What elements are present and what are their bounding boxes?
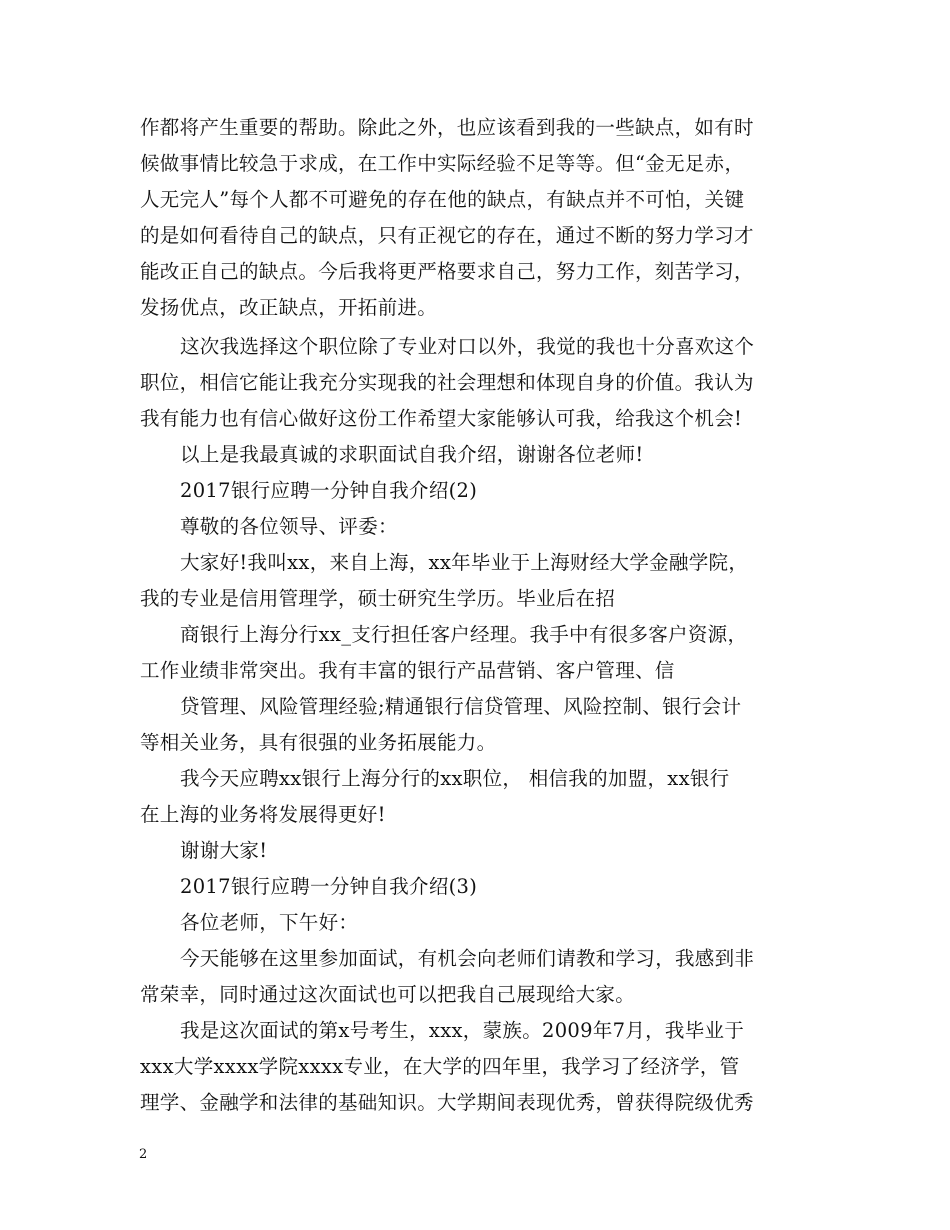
- text-line: 以上是我最真诚的求职面试自我介绍，谢谢各位老师!: [180, 443, 644, 466]
- text-line: 理学、金融学和法律的基础知识。大学期间表现优秀，曾获得院级优秀: [140, 1091, 754, 1114]
- text-line: 各位老师，下午好：: [180, 911, 359, 934]
- text-line: 我有能力也有信心做好这份工作希望大家能够认可我，给我这个机会!: [140, 407, 743, 430]
- text-line: 常荣幸，同时通过这次面试也可以把我自己展现给大家。: [140, 983, 636, 1006]
- text-line: 的是如何看待自己的缺点，只有正视它的存在，通过不断的努力学习才: [140, 224, 754, 247]
- text-line: 在上海的业务将发展得更好!: [140, 803, 386, 826]
- text-line: 作都将产生重要的帮助。除此之外，也应该看到我的一些缺点，如有时: [140, 116, 754, 139]
- text-line: 人无完人”每个人都不可避免的存在他的缺点，有缺点并不可怕，关键: [140, 188, 745, 211]
- section-heading: 2017银行应聘一分钟自我介绍(3): [180, 875, 478, 898]
- text-line: 工作业绩非常突出。我有丰富的银行产品营销、客户管理、信: [140, 659, 675, 682]
- text-line: 我今天应聘xx银行上海分行的xx职位， 相信我的加盟，xx银行: [180, 767, 730, 790]
- text-line: 贷管理、风险管理经验;精通银行信贷管理、风险控制、银行会计: [180, 695, 742, 718]
- text-line: 我的专业是信用管理学，硕士研究生学历。毕业后在招: [140, 587, 616, 610]
- text-line: 谢谢大家!: [180, 839, 268, 862]
- text-line: 职位，相信它能让我充分实现我的社会理想和体现自身的价值。我认为: [140, 371, 754, 394]
- text-line: 我是这次面试的第x号考生，xxx，蒙族。2009年7月，我毕业于: [180, 1019, 745, 1042]
- section-heading: 2017银行应聘一分钟自我介绍(2): [180, 479, 478, 502]
- text-line: 大家好!我叫xx，来自上海，xx年毕业于上海财经大学金融学院，: [180, 551, 749, 574]
- text-line: 这次我选择这个职位除了专业对口以外，我觉的我也十分喜欢这个: [180, 335, 755, 358]
- text-line: 能改正自己的缺点。今后我将更严格要求自己，努力工作，刻苦学习，: [140, 260, 754, 283]
- text-line: 候做事情比较急于求成，在工作中实际经验不足等等。但“金无足赤，: [140, 152, 745, 175]
- text-line: 发扬优点，改正缺点，开拓前进。: [140, 296, 438, 319]
- text-line: 今天能够在这里参加面试，有机会向老师们请教和学习，我感到非: [180, 947, 755, 970]
- text-line: xxx大学xxxx学院xxxx专业，在大学的四年里，我学习了经济学，管: [140, 1055, 740, 1078]
- text-line: 商银行上海分行xx_支行担任客户经理。我手中有很多客户资源，: [180, 623, 748, 646]
- text-line: 尊敬的各位领导、评委：: [180, 515, 398, 538]
- text-line: 等相关业务，具有很强的业务拓展能力。: [140, 731, 497, 754]
- page-number: 2: [139, 1147, 148, 1162]
